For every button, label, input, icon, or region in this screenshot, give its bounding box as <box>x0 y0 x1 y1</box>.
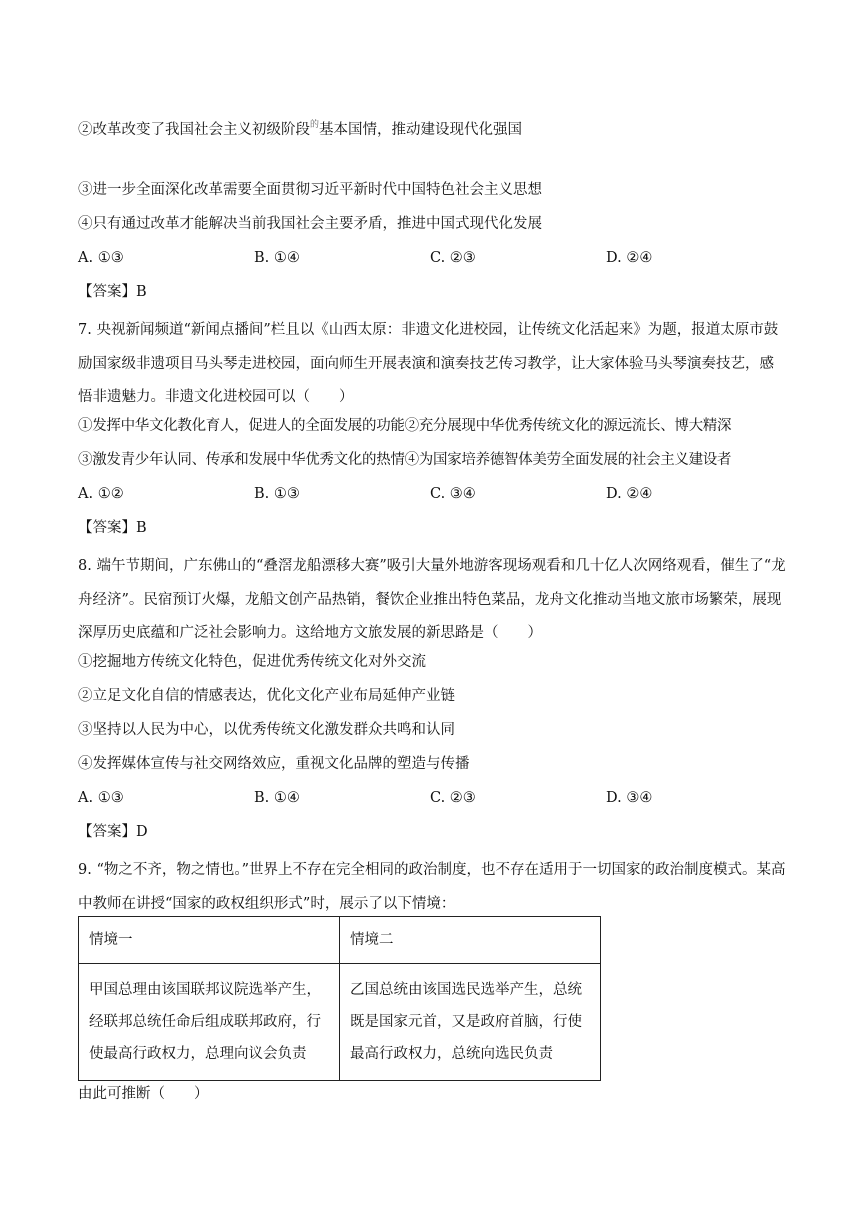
q8-item-2: ②立足文化自信的情感表达，优化文化产业布局延伸产业链 <box>78 688 455 704</box>
q7-option-d[interactable]: D. ②④ <box>606 486 653 502</box>
q8-answer: 【答案】D <box>78 824 148 840</box>
q9-tail: 由此可推断（ ） <box>78 1086 209 1102</box>
q7-stem: 7. 央视新闻频道“新闻点播间”栏且以《山西太原：非遗文化进校园，让传统文化活起来》为题，报道太原市鼓励国家级非遗项目马头琴走进校园，面向师生开展表演和演奏技艺传习教学，让大家体验马头琴演奏技艺，感悟非遗魅力。非遗文化进校园可以（ ） <box>78 322 779 405</box>
q7-items-line-1: ①发挥中华文化教化育人，促进人的全面发展的功能②充分展现中华优秀传统文化的源远流长、博大精深 <box>78 418 732 434</box>
q6-answer: 【答案】B <box>78 284 147 300</box>
q6-item-4: ④只有通过改革才能解决当前我国社会主要矛盾，推进中国式现代化发展 <box>78 216 542 232</box>
q8-item-3: ③坚持以人民为中心，以优秀传统文化激发群众共鸣和认同 <box>78 722 455 738</box>
q9-table-head-1: 情境一 <box>79 917 340 964</box>
q6-option-a[interactable]: A. ①③ <box>78 250 124 266</box>
q9-scenario-table <box>78 916 601 1081</box>
q9-stem: 9. “物之不齐，物之情也。”世界上不存在完全相同的政治制度，也不存在适用于一切国家的政治制度模式。某高中教师在讲授“国家的政权组织形式”时，展示了以下情境： <box>78 862 786 912</box>
q7-option-c[interactable]: C. ③④ <box>430 486 476 502</box>
q8-option-c[interactable]: C. ②③ <box>430 790 476 806</box>
q8-option-d[interactable]: D. ③④ <box>606 790 653 806</box>
q7-answer: 【答案】B <box>78 520 147 536</box>
q6-option-c[interactable]: C. ②③ <box>430 250 476 266</box>
q6-option-b[interactable]: B. ①④ <box>254 250 300 266</box>
q9-table-cell-2: 乙国总统由该国选民选举产生，总统既是国家元首，又是政府首脑，行使最高行政权力，总统向选民负责 <box>340 964 601 1081</box>
q8-item-1: ①挖掘地方传统文化特色，促进优秀传统文化对外交流 <box>78 654 426 670</box>
q9-table-header-row <box>79 917 601 964</box>
q7-option-b[interactable]: B. ①③ <box>254 486 300 502</box>
q6-item-3: ③进一步全面深化改革需要全面贯彻习近平新时代中国特色社会主义思想 <box>78 182 542 198</box>
q8-option-b[interactable]: B. ①④ <box>254 790 300 806</box>
q7-items-line-2: ③激发青少年认同、传承和发展中华优秀文化的热情④为国家培养德智体美劳全面发展的社会主义建设者 <box>78 452 732 468</box>
q9-table-cell-1: 甲国总理由该国联邦议院选举产生，经联邦总统任命后组成联邦政府，行使最高行政权力，总理向议会负责 <box>79 964 340 1081</box>
q9-table-head-2: 情境二 <box>340 917 601 964</box>
q6-options <box>78 248 778 268</box>
q8-item-4: ④发挥媒体宣传与社交网络效应，重视文化品牌的塑造与传播 <box>78 756 470 772</box>
q6-item-2-part1: ②改革改变了我国社会主义初级阶段 <box>78 122 310 138</box>
q6-item-2-inserted-char: 的 <box>310 120 320 130</box>
q8-option-a[interactable]: A. ①③ <box>78 790 124 806</box>
q6-item-2 <box>78 120 522 142</box>
q6-option-d[interactable]: D. ②④ <box>606 250 653 266</box>
q9-table-body-row <box>79 964 601 1081</box>
q8-stem: 8. 端午节期间，广东佛山的“叠滘龙船漂移大赛”吸引大量外地游客现场观看和几十亿人次网络观看，催生了“龙舟经济”。民宿预订火爆，龙船文创产品热销，餐饮企业推出特色菜品，龙舟文化推动当地文旅市场繁荣，展现深厚历史底蕴和广泛社会影响力。这给地方文旅发展的新思路是（ ） <box>78 558 786 641</box>
q8-options <box>78 788 778 808</box>
q7-options <box>78 484 778 504</box>
q7-option-a[interactable]: A. ①② <box>78 486 124 502</box>
q6-item-2-part2: 基本国情，推动建设现代化强国 <box>319 122 523 138</box>
